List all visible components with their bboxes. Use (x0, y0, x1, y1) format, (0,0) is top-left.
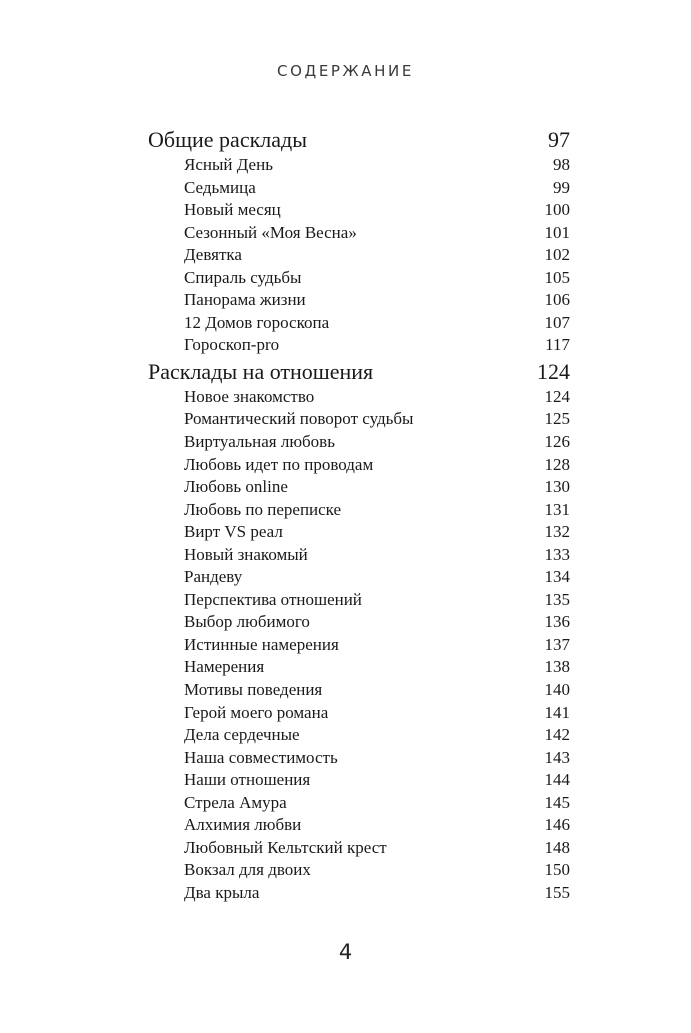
toc-entry-page: 142 (544, 725, 570, 745)
toc-entry-row (148, 859, 570, 882)
toc-entry-page: 136 (544, 612, 570, 632)
toc-entry-row (148, 611, 570, 634)
toc-section-row (148, 125, 570, 154)
toc-section-page: 124 (537, 358, 570, 384)
toc-entry-page: 141 (544, 702, 570, 722)
toc-entry-page: 100 (544, 200, 570, 220)
toc-entry-title: Ясный День (184, 155, 273, 174)
toc-entry-page: 101 (544, 222, 570, 242)
toc-entry-page: 125 (544, 409, 570, 429)
toc-entry-title: Любовь online (184, 477, 288, 497)
toc-entry-title: Наши отношения (184, 770, 311, 790)
toc-entry-row (148, 312, 570, 335)
toc-entry-row (148, 454, 570, 477)
toc-entry-title: Гороскоп-pro (184, 335, 280, 355)
toc-entry-page: 99 (553, 177, 570, 197)
toc-entry-row (148, 769, 570, 792)
toc-entry-page: 140 (544, 680, 570, 700)
toc-entry-row (148, 244, 570, 267)
toc-entry-page: 137 (544, 634, 570, 654)
page-title: СОДЕРЖАНИЕ (277, 62, 414, 80)
toc-entry-title: Спираль судьбы (184, 267, 302, 287)
toc-entry-page: 150 (544, 860, 570, 880)
table-of-contents (148, 125, 570, 905)
toc-entry-title: Намерения (184, 657, 265, 677)
toc-entry-title: Выбор любимого (184, 612, 310, 632)
toc-entry-title: Стрела Амура (184, 792, 287, 812)
toc-entry-row (148, 882, 570, 905)
toc-entry-row (148, 289, 570, 312)
toc-entry-page: 98 (553, 155, 570, 174)
toc-entry-title: Мотивы поведения (184, 680, 323, 700)
toc-section-title: Расклады на отношения (148, 358, 374, 384)
toc-entry-page: 126 (544, 432, 570, 452)
toc-entry-row (148, 408, 570, 431)
toc-section-row (148, 357, 570, 386)
toc-entry-title: Вирт VS реал (184, 522, 283, 542)
toc-entry-page: 146 (544, 815, 570, 835)
toc-entry-page: 117 (545, 335, 570, 355)
toc-entry-row (148, 521, 570, 544)
toc-entry-row (148, 679, 570, 702)
toc-entry-row (148, 177, 570, 200)
toc-entry-title: Новый знакомый (184, 544, 308, 564)
toc-entry-page: 107 (544, 312, 570, 332)
toc-entry-page: 102 (544, 245, 570, 265)
toc-entry-page: 132 (544, 522, 570, 542)
toc-entry-row (148, 431, 570, 454)
toc-section-title: Общие расклады (148, 127, 307, 152)
toc-entry-page: 105 (544, 267, 570, 287)
toc-entry-title: Романтический поворот судьбы (184, 409, 414, 429)
toc-entry-title: Новый месяц (184, 200, 281, 220)
toc-entry-title: Наша совместимость (184, 747, 338, 767)
toc-entry-row (148, 747, 570, 770)
toc-entry-title: Панорама жизни (184, 290, 306, 310)
toc-entry-page: 155 (544, 882, 570, 902)
toc-entry-row (148, 656, 570, 679)
toc-entry-title: Герой моего романа (184, 702, 329, 722)
page-number: 4 (338, 940, 353, 964)
toc-entry-row (148, 476, 570, 499)
toc-entry-title: Рандеву (184, 567, 243, 587)
toc-entry-title: Вокзал для двоих (184, 860, 311, 880)
toc-entry-row (148, 589, 570, 612)
toc-entry-title: Любовь идет по проводам (184, 454, 374, 474)
toc-entry-row (148, 386, 570, 409)
toc-entry-title: 12 Домов гороскопа (184, 312, 330, 332)
toc-entry-row (148, 634, 570, 657)
toc-entry-title: Сезонный «Моя Весна» (184, 222, 357, 242)
toc-entry-page: 124 (544, 386, 570, 406)
toc-entry-row (148, 199, 570, 222)
toc-entry-row (148, 566, 570, 589)
toc-entry-row (148, 792, 570, 815)
toc-entry-title: Истинные намерения (184, 634, 339, 654)
toc-entry-page: 130 (544, 477, 570, 497)
toc-entry-page: 138 (544, 657, 570, 677)
toc-entry-page: 135 (544, 589, 570, 609)
toc-entry-row (148, 724, 570, 747)
toc-entry-row (148, 499, 570, 522)
toc-entry-row (148, 334, 570, 357)
toc-entry-title: Любовь по переписке (184, 499, 342, 519)
toc-entry-title: Любовный Кельтский крест (184, 837, 387, 857)
toc-entry-title: Перспектива отношений (184, 589, 362, 609)
toc-entry-row (148, 544, 570, 567)
toc-entry-page: 134 (544, 567, 570, 587)
toc-entry-page: 133 (544, 544, 570, 564)
toc-entry-row (148, 814, 570, 837)
toc-entry-row (148, 702, 570, 725)
toc-section-page: 97 (548, 127, 570, 152)
toc-entry-title: Виртуальная любовь (184, 432, 335, 452)
toc-entry-row (148, 222, 570, 245)
toc-entry-title: Новое знакомство (184, 386, 315, 406)
toc-entry-title: Дела сердечные (184, 725, 300, 745)
toc-entry-title: Два крыла (184, 882, 260, 902)
toc-entry-title: Алхимия любви (184, 815, 302, 835)
toc-entry-row (148, 267, 570, 290)
toc-entry-row (148, 837, 570, 860)
toc-entry-page: 143 (544, 747, 570, 767)
toc-entry-title: Седьмица (184, 177, 256, 197)
toc-entry-page: 145 (544, 792, 570, 812)
toc-entry-page: 128 (544, 454, 570, 474)
toc-entry-row (148, 154, 570, 177)
toc-entry-title: Девятка (184, 245, 242, 265)
toc-entry-page: 144 (544, 770, 570, 790)
toc-entry-page: 106 (544, 290, 570, 310)
toc-entry-page: 148 (544, 837, 570, 857)
toc-entry-page: 131 (544, 499, 570, 519)
